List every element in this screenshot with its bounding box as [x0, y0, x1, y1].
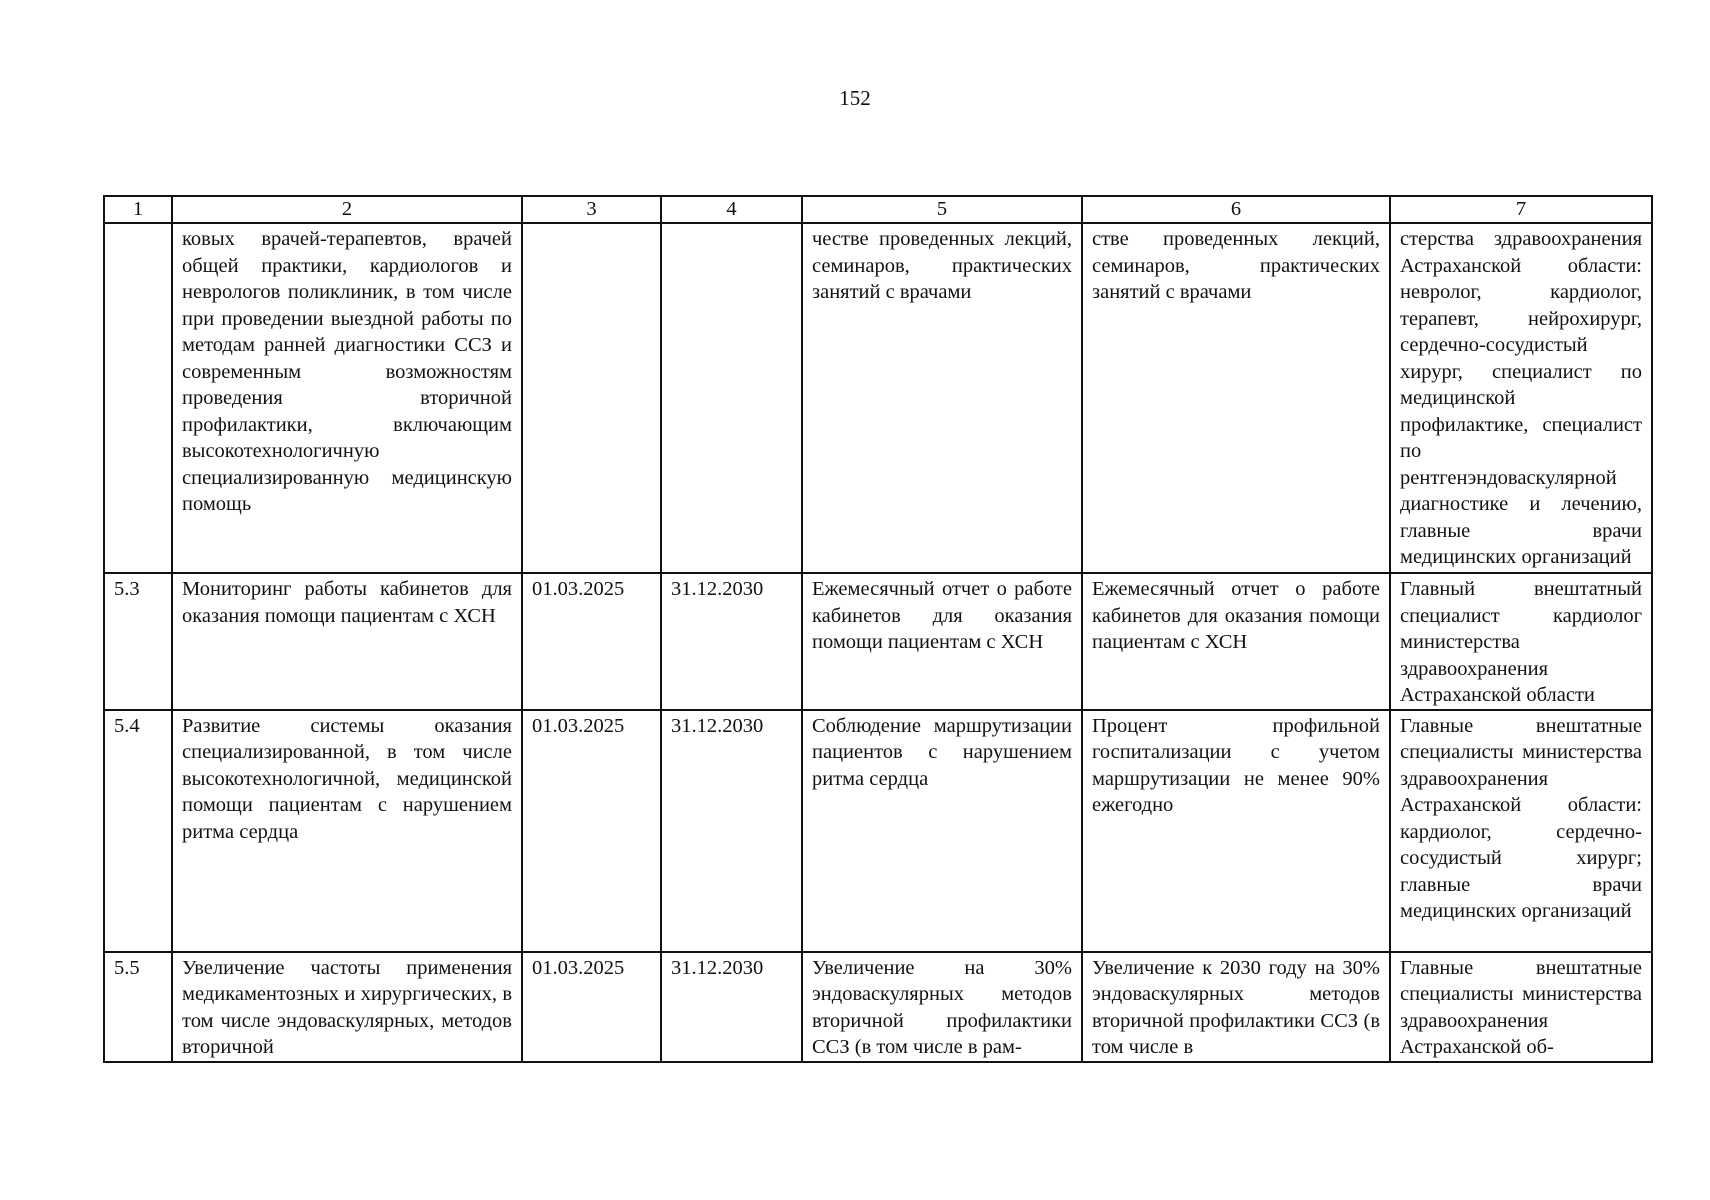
event-cell: Увеличение частоты применения медикаментозных и хирургических, в том числе эндоваскулярных, методов вторичной	[172, 952, 522, 1062]
start-date-cell: 01.03.2025	[522, 952, 661, 1062]
column-header: 2	[172, 196, 522, 223]
column-number-row	[104, 196, 1652, 223]
result-cell: Увеличение на 30% эндоваскулярных методов вторичной профилактики ССЗ (в том числе в рам-	[802, 952, 1082, 1062]
column-header: 5	[802, 196, 1082, 223]
page-number: 152	[839, 86, 871, 110]
indicator-cell: Процент профильной госпитализации с учетом маршрутизации не менее 90% ежегодно	[1082, 710, 1390, 952]
table-row	[104, 573, 1652, 710]
start-date-cell: 01.03.2025	[522, 573, 661, 710]
indicator-cell: Ежемесячный отчет о работе кабинетов для оказания помощи пациентам с ХСН	[1082, 573, 1390, 710]
column-header: 4	[661, 196, 802, 223]
table-row	[104, 223, 1652, 573]
result-cell: честве проведенных лекций, семинаров, практических занятий с врачами	[802, 223, 1082, 573]
result-cell: Соблюдение маршрутизации пациентов с нарушением ритма сердца	[802, 710, 1082, 952]
table-row	[104, 952, 1652, 1062]
responsible-cell: Главные внештатные специалисты министерства здравоохранения Астраханской об-	[1390, 952, 1652, 1062]
end-date-cell: 31.12.2030	[661, 952, 802, 1062]
responsible-cell: Главный внештатный специалист кардиолог министерства здравоохранения Астраханской области	[1390, 573, 1652, 710]
item-number-cell	[104, 223, 172, 573]
responsible-cell: стерства здравоохранения Астраханской области: невролог, кардиолог, терапевт, нейрохирург, сердечно-сосудистый хирург, специалист по медицинской профилактике, специалист по рентгенэндоваскулярной диагностике и лечению, главные врачи медицинских организаций	[1390, 223, 1652, 573]
column-header: 1	[104, 196, 172, 223]
indicator-cell: стве проведенных лекций, семинаров, практических занятий с врачами	[1082, 223, 1390, 573]
column-header: 6	[1082, 196, 1390, 223]
item-number-cell: 5.4	[104, 710, 172, 952]
column-header: 7	[1390, 196, 1652, 223]
event-cell: Развитие системы оказания специализированной, в том числе высокотехнологичной, медицинской помощи пациентам с нарушением ритма сердца	[172, 710, 522, 952]
event-cell: ковых врачей-терапевтов, врачей общей практики, кардиологов и неврологов поликлиник, в том числе при проведении выездной работы по методам ранней диагностики ССЗ и современным возможностям проведения вторичной профилактики, включающим высокотехнологичную специализированную медицинскую помощь	[172, 223, 522, 573]
start-date-cell: 01.03.2025	[522, 710, 661, 952]
plan-table	[103, 195, 1653, 1063]
item-number-cell: 5.3	[104, 573, 172, 710]
end-date-cell: 31.12.2030	[661, 710, 802, 952]
column-header: 3	[522, 196, 661, 223]
end-date-cell: 31.12.2030	[661, 573, 802, 710]
responsible-cell: Главные внештатные специалисты министерства здравоохранения Астраханской области: кардиолог, сердечно-сосудистый хирург; главные врачи медицинских организаций	[1390, 710, 1652, 952]
event-cell: Мониторинг работы кабинетов для оказания помощи пациентам с ХСН	[172, 573, 522, 710]
result-cell: Ежемесячный отчет о работе кабинетов для оказания помощи пациентам с ХСН	[802, 573, 1082, 710]
start-date-cell	[522, 223, 661, 573]
end-date-cell	[661, 223, 802, 573]
table-row	[104, 710, 1652, 952]
indicator-cell: Увеличение к 2030 году на 30% эндоваскулярных методов вторичной профилактики ССЗ (в том числе в	[1082, 952, 1390, 1062]
item-number-cell: 5.5	[104, 952, 172, 1062]
